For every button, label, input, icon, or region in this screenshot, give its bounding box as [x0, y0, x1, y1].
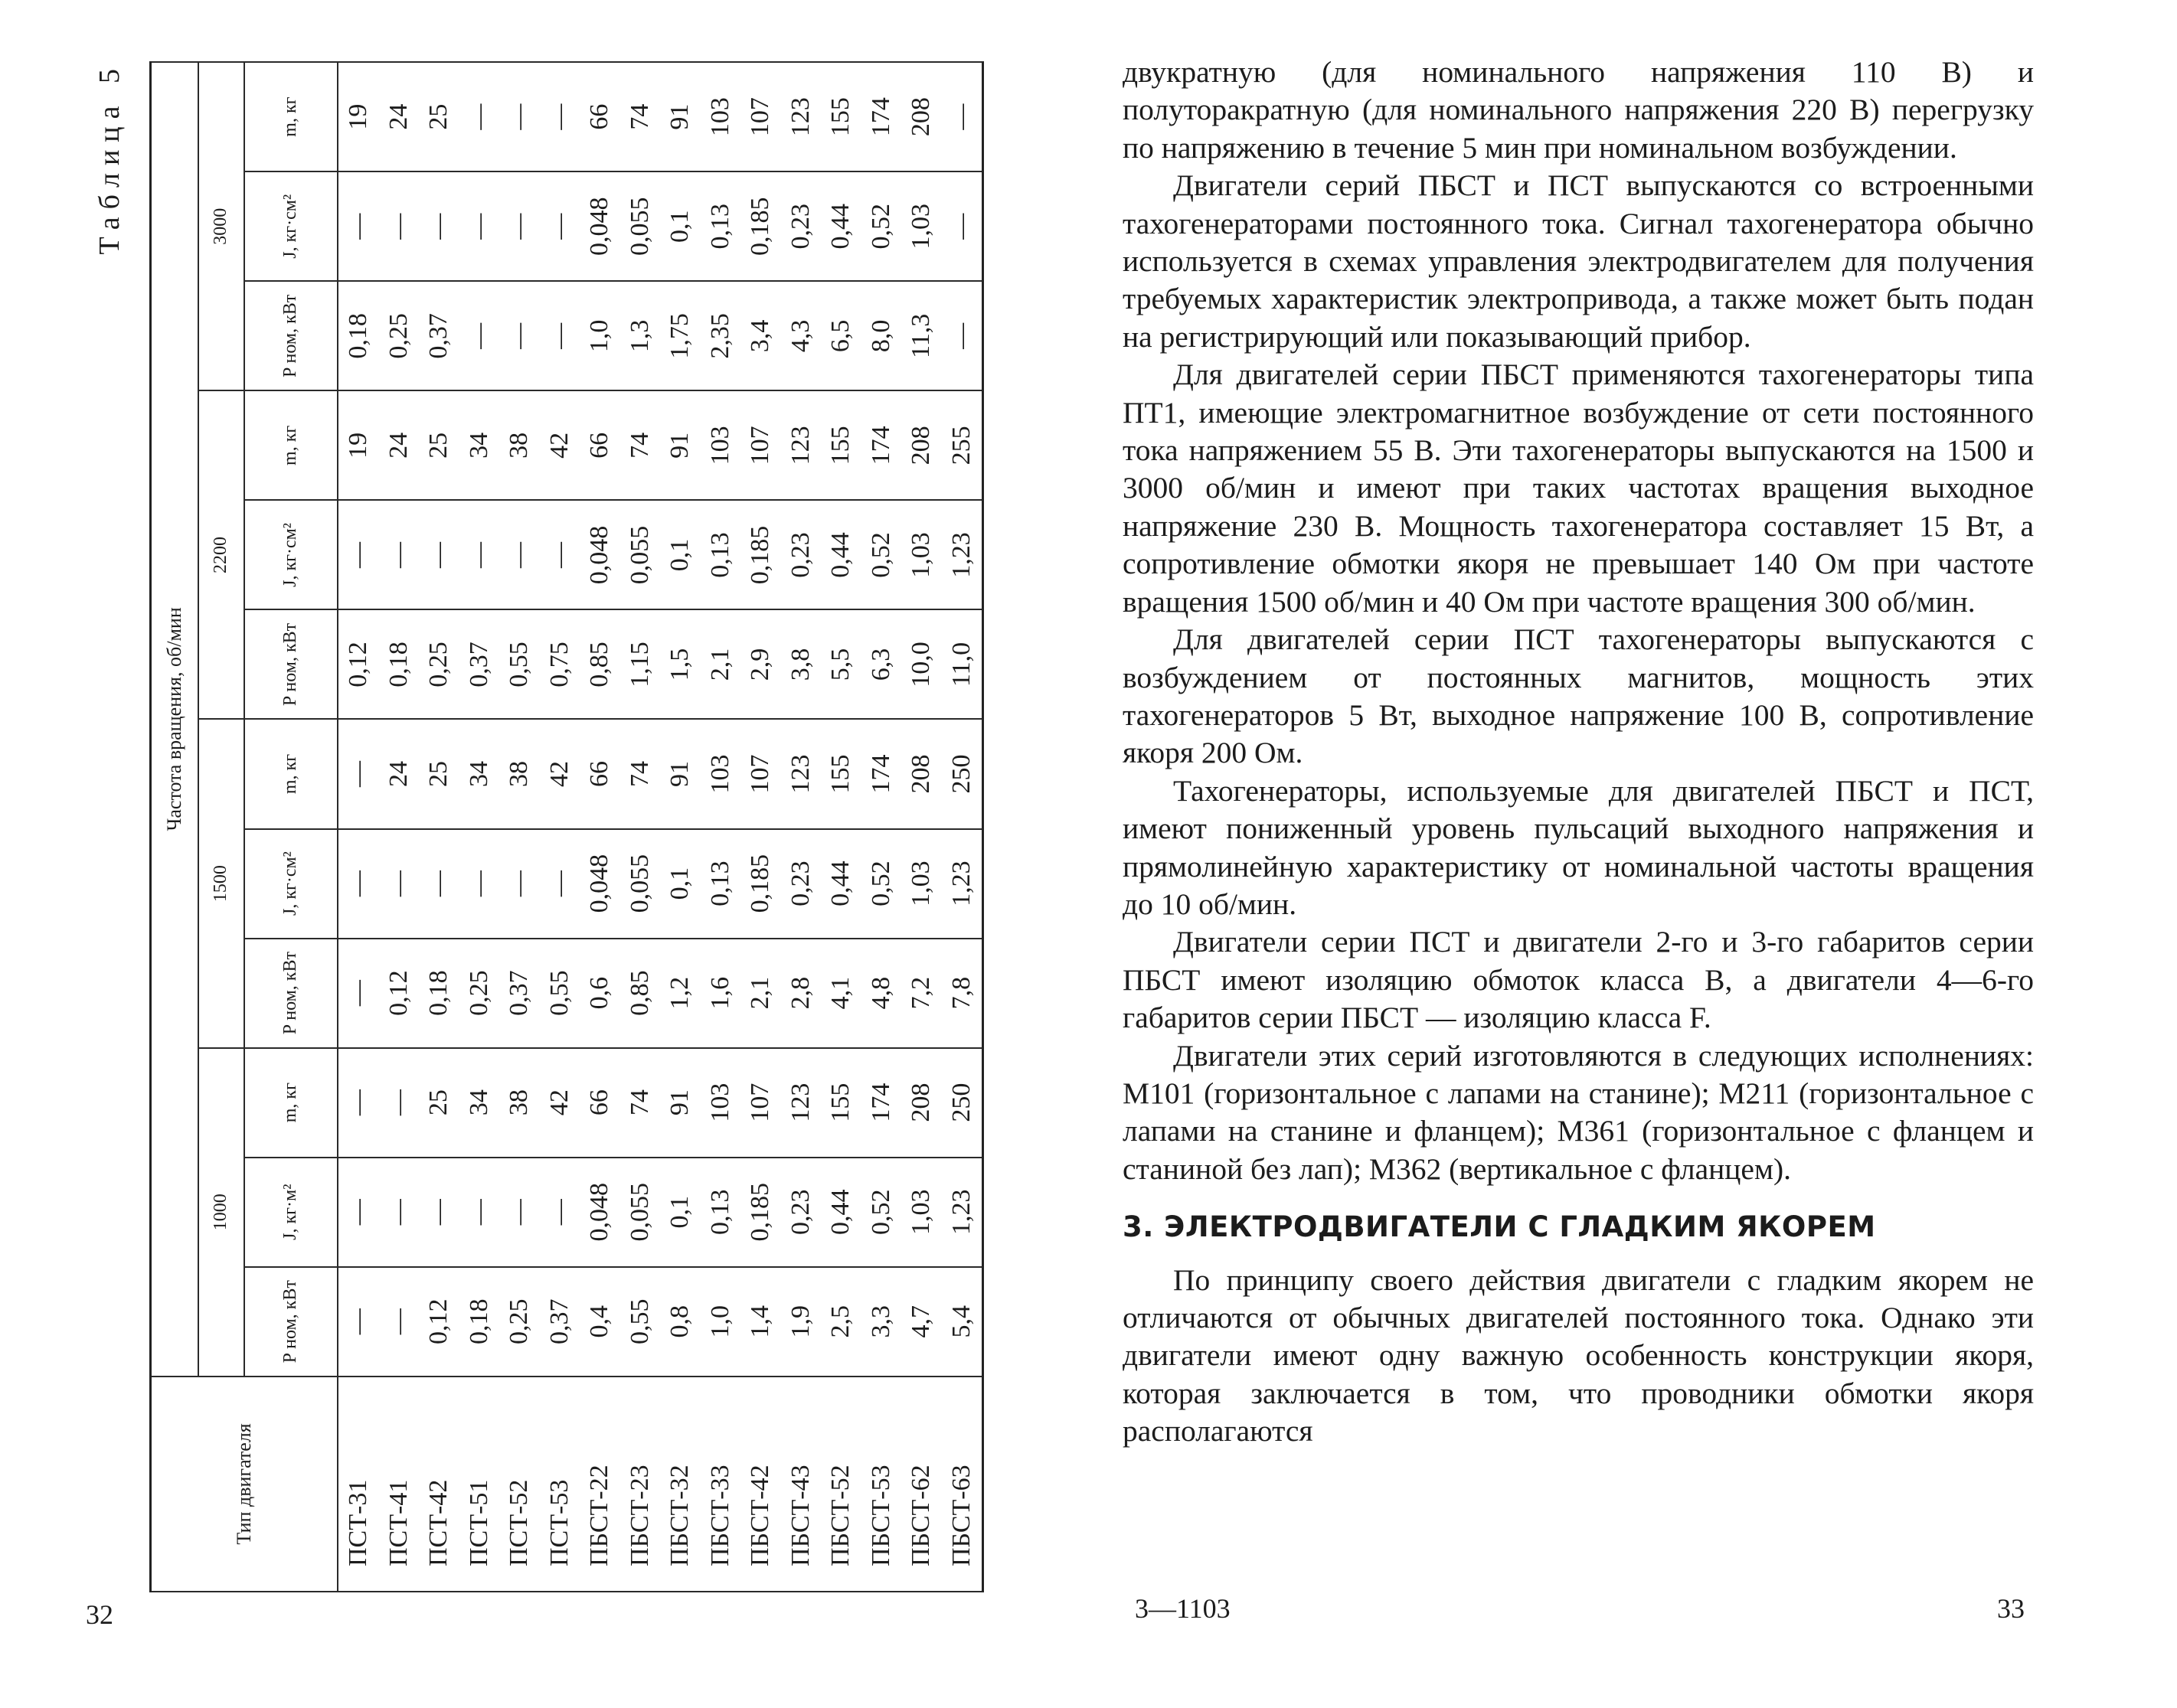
- motor-type-cell: ПСТ-42: [419, 1377, 459, 1592]
- col-header: P ном, кВт: [244, 939, 338, 1048]
- value-cell: —: [338, 500, 379, 609]
- value-cell: 74: [620, 390, 661, 500]
- value-cell: 0,1: [660, 171, 701, 281]
- value-cell: 66: [580, 390, 620, 500]
- value-cell: 1,03: [901, 500, 942, 609]
- printer-signature: 3—1103: [1135, 1593, 1231, 1624]
- value-cell: 1,0: [580, 281, 620, 390]
- value-cell: —: [379, 1048, 420, 1158]
- value-cell: 0,4: [580, 1267, 620, 1377]
- value-cell: —: [499, 62, 540, 171]
- value-cell: 0,44: [821, 829, 861, 939]
- column-header-row: [244, 62, 338, 1592]
- value-cell: —: [540, 1158, 580, 1267]
- value-cell: —: [338, 720, 379, 829]
- value-cell: 0,048: [580, 171, 620, 281]
- value-cell: 0,055: [620, 500, 661, 609]
- value-cell: 0,37: [499, 939, 540, 1048]
- section-title: 3. ЭЛЕКТРОДВИГАТЕЛИ С ГЛАДКИМ ЯКОРЕМ: [1123, 1210, 1876, 1244]
- value-cell: 103: [701, 62, 741, 171]
- value-cell: 123: [781, 390, 822, 500]
- value-cell: 1,15: [620, 609, 661, 719]
- table-row: [781, 62, 822, 1592]
- value-cell: 174: [861, 1048, 902, 1158]
- value-cell: 34: [459, 1048, 500, 1158]
- value-cell: 5,4: [942, 1267, 983, 1377]
- value-cell: —: [338, 829, 379, 939]
- col-header: m, кг: [244, 62, 338, 171]
- value-cell: —: [499, 829, 540, 939]
- value-cell: —: [459, 500, 500, 609]
- col-header: J, кг·см²: [244, 500, 338, 609]
- value-cell: 0,12: [379, 939, 420, 1048]
- value-cell: 91: [660, 720, 701, 829]
- value-cell: 1,3: [620, 281, 661, 390]
- value-cell: 0,13: [701, 171, 741, 281]
- motor-type-cell: ПБСТ-63: [942, 1377, 983, 1592]
- value-cell: 2,8: [781, 939, 822, 1048]
- right-text-block: [1123, 54, 2034, 1451]
- table-row: [701, 62, 741, 1592]
- value-cell: 0,055: [620, 829, 661, 939]
- value-cell: 0,6: [580, 939, 620, 1048]
- value-cell: 2,1: [701, 609, 741, 719]
- motor-type-cell: ПБСТ-23: [620, 1377, 661, 1592]
- value-cell: 0,55: [499, 609, 540, 719]
- value-cell: 0,185: [740, 829, 781, 939]
- value-cell: —: [499, 500, 540, 609]
- value-cell: 0,048: [580, 500, 620, 609]
- value-cell: 0,25: [459, 939, 500, 1048]
- col-header: P ном, кВт: [244, 609, 338, 719]
- value-cell: 0,44: [821, 171, 861, 281]
- value-cell: 0,18: [459, 1267, 500, 1377]
- header-speed-1500: 1500: [198, 720, 244, 1048]
- table-row: [901, 62, 942, 1592]
- table-row: [379, 62, 420, 1592]
- value-cell: 0,25: [379, 281, 420, 390]
- value-cell: 11,0: [942, 609, 983, 719]
- value-cell: —: [459, 829, 500, 939]
- value-cell: 0,85: [580, 609, 620, 719]
- value-cell: 1,75: [660, 281, 701, 390]
- value-cell: 1,4: [740, 1267, 781, 1377]
- value-cell: 19: [338, 62, 379, 171]
- value-cell: 0,048: [580, 829, 620, 939]
- header-motor-type: Тип двигателя: [151, 1377, 338, 1592]
- value-cell: 0,55: [540, 939, 580, 1048]
- value-cell: —: [419, 829, 459, 939]
- value-cell: 7,8: [942, 939, 983, 1048]
- value-cell: 2,9: [740, 609, 781, 719]
- value-cell: 25: [419, 1048, 459, 1158]
- value-cell: 155: [821, 720, 861, 829]
- value-cell: 25: [419, 62, 459, 171]
- value-cell: —: [459, 281, 500, 390]
- col-header: P ном, кВт: [244, 281, 338, 390]
- header-speed-2200: 2200: [198, 390, 244, 719]
- table-row: [459, 62, 500, 1592]
- value-cell: 4,8: [861, 939, 902, 1048]
- value-cell: 10,0: [901, 609, 942, 719]
- paragraph-3: Для двигателей серии ПБСТ применяются тахогенераторы типа ПТ1, имеющие электромагнитное возбуждение от сети постоянного тока напряжением 55 В. Эти тахогенераторы выпускаются на 1500 и 3000 об/мин и имеют при таких частотах вращения выходное напряжение 230 В. Мощность тахогенератора составляет 15 Вт, а сопротивление обмотки якоря не превышает 140 Ом при частоте вращения 1500 об/мин и 40 Ом при частоте вращения 300 об/мин.: [1123, 358, 2034, 619]
- value-cell: 6,3: [861, 609, 902, 719]
- value-cell: —: [942, 171, 983, 281]
- value-cell: 2,5: [821, 1267, 861, 1377]
- value-cell: —: [459, 1158, 500, 1267]
- table-row: [540, 62, 580, 1592]
- value-cell: 1,23: [942, 1158, 983, 1267]
- paragraph-5: Тахогенераторы, используемые для двигателей ПБСТ и ПСТ, имеют пониженный уровень пульсаций выходного напряжения и прямолинейную характеристику от номинальной частоты вращения до 10 об/мин.: [1123, 773, 2034, 921]
- value-cell: 174: [861, 390, 902, 500]
- value-cell: —: [942, 62, 983, 171]
- value-cell: 0,85: [620, 939, 661, 1048]
- motor-type-cell: ПСТ-31: [338, 1377, 379, 1592]
- value-cell: 74: [620, 720, 661, 829]
- value-cell: 208: [901, 720, 942, 829]
- value-cell: 1,23: [942, 500, 983, 609]
- value-cell: 38: [499, 720, 540, 829]
- value-cell: 24: [379, 62, 420, 171]
- value-cell: —: [379, 1158, 420, 1267]
- value-cell: 25: [419, 720, 459, 829]
- value-cell: 155: [821, 390, 861, 500]
- value-cell: 0,44: [821, 1158, 861, 1267]
- value-cell: 5,5: [821, 609, 861, 719]
- value-cell: 42: [540, 390, 580, 500]
- value-cell: 155: [821, 62, 861, 171]
- table-row: [821, 62, 861, 1592]
- value-cell: —: [379, 500, 420, 609]
- right-page-number: 33: [1997, 1593, 2025, 1624]
- col-header: P ном, кВт: [244, 1267, 338, 1377]
- value-cell: —: [459, 171, 500, 281]
- value-cell: 174: [861, 62, 902, 171]
- value-cell: 107: [740, 1048, 781, 1158]
- value-cell: 103: [701, 720, 741, 829]
- value-cell: 0,23: [781, 829, 822, 939]
- value-cell: —: [419, 171, 459, 281]
- value-cell: 4,1: [821, 939, 861, 1048]
- value-cell: 11,3: [901, 281, 942, 390]
- value-cell: 0,048: [580, 1158, 620, 1267]
- value-cell: 0,25: [419, 609, 459, 719]
- table-row: [942, 62, 983, 1592]
- header-speed-3000: 3000: [198, 62, 244, 390]
- value-cell: 0,1: [660, 829, 701, 939]
- value-cell: 4,7: [901, 1267, 942, 1377]
- motor-type-cell: ПБСТ-32: [660, 1377, 701, 1592]
- paragraph-1: двукратную (для номинального напряжения 110 В) и полуторакратную (для номинального напряжения 220 В) перегрузку по напряжению в течение 5 мин при номинальном возбуждении.: [1123, 55, 2034, 165]
- value-cell: —: [540, 281, 580, 390]
- value-cell: —: [419, 500, 459, 609]
- motor-type-cell: ПБСТ-53: [861, 1377, 902, 1592]
- value-cell: —: [499, 1158, 540, 1267]
- value-cell: 91: [660, 390, 701, 500]
- value-cell: 38: [499, 390, 540, 500]
- table-row: [338, 62, 379, 1592]
- value-cell: 174: [861, 720, 902, 829]
- value-cell: 0,18: [379, 609, 420, 719]
- value-cell: —: [419, 1158, 459, 1267]
- col-header: m, кг: [244, 1048, 338, 1158]
- paragraph-2: Двигатели серий ПБСТ и ПСТ выпускаются со встроенными тахогенераторами постоянного тока. Сигнал тахогенератора обычно используется в схемах управления электродвигателем для получения требуемых характеристик электропривода, а также может быть подан на регистрирующий или показывающий прибор.: [1123, 168, 2034, 354]
- value-cell: 1,5: [660, 609, 701, 719]
- value-cell: 66: [580, 62, 620, 171]
- value-cell: 107: [740, 390, 781, 500]
- value-cell: 0,23: [781, 500, 822, 609]
- paragraph-7: Двигатели этих серий изготовляются в следующих исполнениях: M101 (горизонтальное с лапами на станине); M211 (горизонтальное с лапами на станине и фланцем); M361 (горизонтальное с фланцем и станиной без лап); M362 (вертикальное с фланцем).: [1123, 1038, 2034, 1186]
- motor-type-cell: ПБСТ-42: [740, 1377, 781, 1592]
- value-cell: 0,12: [338, 609, 379, 719]
- motor-type-cell: ПБСТ-43: [781, 1377, 822, 1592]
- value-cell: —: [379, 1267, 420, 1377]
- value-cell: 0,52: [861, 829, 902, 939]
- value-cell: 0,37: [459, 609, 500, 719]
- value-cell: 255: [942, 390, 983, 500]
- value-cell: 123: [781, 720, 822, 829]
- value-cell: —: [459, 62, 500, 171]
- value-cell: 6,5: [821, 281, 861, 390]
- value-cell: —: [338, 939, 379, 1048]
- left-page: [0, 0, 1087, 1708]
- value-cell: 2,1: [740, 939, 781, 1048]
- value-cell: 0,185: [740, 171, 781, 281]
- value-cell: 0,1: [660, 1158, 701, 1267]
- value-cell: 24: [379, 720, 420, 829]
- value-cell: —: [540, 500, 580, 609]
- value-cell: 1,03: [901, 171, 942, 281]
- paragraph-8: По принципу своего действия двигатели с гладким якорем не отличаются от обычных двигателей постоянного тока. Однако эти двигатели имеют одну важную особенность конструкции якоря, которая заключается в том, что проводники обмотки якоря располагаются: [1123, 1262, 2034, 1448]
- value-cell: 0,13: [701, 1158, 741, 1267]
- value-cell: 0,13: [701, 829, 741, 939]
- value-cell: 208: [901, 390, 942, 500]
- value-cell: 42: [540, 1048, 580, 1158]
- value-cell: 1,03: [901, 1158, 942, 1267]
- col-header: J, кг·см²: [244, 171, 338, 281]
- left-page-number: 32: [86, 1599, 113, 1630]
- value-cell: —: [338, 1048, 379, 1158]
- rotated-table-block: [50, 61, 1007, 1592]
- value-cell: 123: [781, 62, 822, 171]
- value-cell: 0,44: [821, 500, 861, 609]
- value-cell: 66: [580, 1048, 620, 1158]
- right-page: [1087, 0, 2177, 1708]
- motor-type-cell: ПБСТ-22: [580, 1377, 620, 1592]
- value-cell: 0,37: [540, 1267, 580, 1377]
- value-cell: 103: [701, 1048, 741, 1158]
- value-cell: 0,37: [419, 281, 459, 390]
- value-cell: 155: [821, 1048, 861, 1158]
- value-cell: 0,055: [620, 1158, 661, 1267]
- value-cell: —: [540, 62, 580, 171]
- value-cell: 0,185: [740, 500, 781, 609]
- table-row: [660, 62, 701, 1592]
- value-cell: 0,18: [338, 281, 379, 390]
- table-row: [580, 62, 620, 1592]
- value-cell: —: [499, 281, 540, 390]
- value-cell: —: [499, 171, 540, 281]
- value-cell: 2,35: [701, 281, 741, 390]
- header-speed-1000: 1000: [198, 1048, 244, 1377]
- value-cell: 19: [338, 390, 379, 500]
- table-row: [861, 62, 902, 1592]
- value-cell: 107: [740, 720, 781, 829]
- col-header: J, кг·м²: [244, 1158, 338, 1267]
- value-cell: 0,23: [781, 1158, 822, 1267]
- value-cell: 123: [781, 1048, 822, 1158]
- value-cell: 91: [660, 62, 701, 171]
- paragraph-4: Для двигателей серии ПСТ тахогенераторы выпускаются с возбуждением от постоянных магнитов, мощность этих тахогенераторов 5 Вт, выходное напряжение 100 В, сопротивление якоря 200 Ом.: [1123, 622, 2034, 770]
- value-cell: —: [540, 829, 580, 939]
- value-cell: —: [540, 171, 580, 281]
- value-cell: 74: [620, 62, 661, 171]
- table-caption: Таблица 5: [93, 61, 126, 255]
- value-cell: 0,185: [740, 1158, 781, 1267]
- value-cell: —: [942, 281, 983, 390]
- value-cell: 0,12: [419, 1267, 459, 1377]
- value-cell: 1,9: [781, 1267, 822, 1377]
- motor-type-cell: ПСТ-53: [540, 1377, 580, 1592]
- value-cell: 25: [419, 390, 459, 500]
- col-header: m, кг: [244, 390, 338, 500]
- value-cell: 0,52: [861, 1158, 902, 1267]
- value-cell: 1,23: [942, 829, 983, 939]
- value-cell: 38: [499, 1048, 540, 1158]
- paragraph-6: Двигатели серии ПСТ и двигатели 2-го и 3-го габаритов серии ПБСТ имеют изоляцию обмоток класса В, а двигатели 4—6-го габаритов серии ПБСТ — изоляцию класса F.: [1123, 925, 2034, 1035]
- value-cell: 1,03: [901, 829, 942, 939]
- table-row: [620, 62, 661, 1592]
- value-cell: 4,3: [781, 281, 822, 390]
- value-cell: 0,8: [660, 1267, 701, 1377]
- value-cell: 0,1: [660, 500, 701, 609]
- value-cell: 250: [942, 1048, 983, 1158]
- value-cell: 0,52: [861, 500, 902, 609]
- value-cell: 66: [580, 720, 620, 829]
- value-cell: 8,0: [861, 281, 902, 390]
- value-cell: —: [338, 171, 379, 281]
- value-cell: 0,25: [499, 1267, 540, 1377]
- value-cell: 0,75: [540, 609, 580, 719]
- value-cell: 24: [379, 390, 420, 500]
- value-cell: 208: [901, 1048, 942, 1158]
- value-cell: 0,55: [620, 1267, 661, 1377]
- value-cell: 3,8: [781, 609, 822, 719]
- motor-type-cell: ПСТ-41: [379, 1377, 420, 1592]
- value-cell: 0,055: [620, 171, 661, 281]
- table-row: [499, 62, 540, 1592]
- value-cell: 7,2: [901, 939, 942, 1048]
- table-body: [338, 62, 983, 1592]
- value-cell: —: [338, 1158, 379, 1267]
- motor-type-cell: ПСТ-52: [499, 1377, 540, 1592]
- value-cell: 103: [701, 390, 741, 500]
- table-row: [419, 62, 459, 1592]
- value-cell: 34: [459, 390, 500, 500]
- value-cell: 107: [740, 62, 781, 171]
- value-cell: 34: [459, 720, 500, 829]
- value-cell: 0,18: [419, 939, 459, 1048]
- value-cell: 42: [540, 720, 580, 829]
- motor-type-cell: ПБСТ-52: [821, 1377, 861, 1592]
- value-cell: —: [379, 171, 420, 281]
- table-row: [740, 62, 781, 1592]
- value-cell: —: [338, 1267, 379, 1377]
- motor-spec-table: [149, 61, 984, 1592]
- motor-type-cell: ПБСТ-62: [901, 1377, 942, 1592]
- value-cell: 0,52: [861, 171, 902, 281]
- header-speed-group: Частота вращения, об/мин: [151, 62, 199, 1377]
- value-cell: 0,23: [781, 171, 822, 281]
- value-cell: 1,6: [701, 939, 741, 1048]
- motor-type-cell: ПБСТ-33: [701, 1377, 741, 1592]
- value-cell: 208: [901, 62, 942, 171]
- value-cell: —: [379, 829, 420, 939]
- col-header: m, кг: [244, 720, 338, 829]
- value-cell: 1,2: [660, 939, 701, 1048]
- value-cell: 0,13: [701, 500, 741, 609]
- col-header: J, кг·см²: [244, 829, 338, 939]
- value-cell: 74: [620, 1048, 661, 1158]
- value-cell: 3,3: [861, 1267, 902, 1377]
- value-cell: 250: [942, 720, 983, 829]
- value-cell: 91: [660, 1048, 701, 1158]
- motor-type-cell: ПСТ-51: [459, 1377, 500, 1592]
- value-cell: 3,4: [740, 281, 781, 390]
- value-cell: 1,0: [701, 1267, 741, 1377]
